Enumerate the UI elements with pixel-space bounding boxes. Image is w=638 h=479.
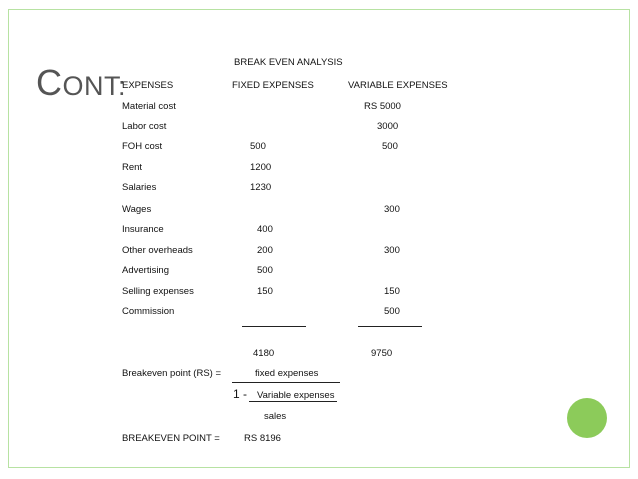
- row-label: Advertising: [122, 265, 169, 276]
- decorative-circle: [567, 398, 607, 438]
- fixed-total: 4180: [253, 348, 275, 359]
- row-fixed: 500: [257, 265, 273, 276]
- result-label: BREAKEVEN POINT =: [122, 433, 220, 444]
- row-fixed: 500: [250, 141, 266, 152]
- formula-numerator: fixed expenses: [255, 368, 319, 379]
- row-fixed: 150: [257, 286, 273, 297]
- formula-sales: sales: [264, 411, 287, 422]
- title-first-letter: C: [36, 62, 63, 103]
- formula-variable-expenses: Variable expenses: [257, 390, 335, 401]
- row-variable: 300: [384, 204, 400, 215]
- formula-label: Breakeven point (RS) =: [122, 368, 222, 379]
- variable-expenses-underline: [249, 401, 337, 402]
- row-variable: 150: [384, 286, 400, 297]
- fixed-total-rule: [242, 326, 306, 327]
- column-header-expenses: EXPENSES: [122, 80, 174, 91]
- row-variable: 500: [384, 306, 400, 317]
- row-variable: 500: [382, 141, 398, 152]
- row-variable: 300: [384, 245, 400, 256]
- formula-one-minus: 1 -: [233, 387, 248, 401]
- variable-total-rule: [358, 326, 422, 327]
- variable-total: 9750: [371, 348, 393, 359]
- row-fixed: 200: [257, 245, 273, 256]
- title-rest: ONT:: [62, 71, 127, 101]
- row-label: Selling expenses: [122, 286, 194, 297]
- row-label: Salaries: [122, 182, 157, 193]
- row-label: FOH cost: [122, 141, 163, 152]
- row-label: Labor cost: [122, 121, 167, 132]
- column-header-fixed: FIXED EXPENSES: [232, 80, 314, 91]
- analysis-heading: BREAK EVEN ANALYSIS: [234, 57, 343, 68]
- row-variable: 3000: [377, 121, 399, 132]
- row-label: Material cost: [122, 101, 176, 112]
- row-fixed: 1230: [250, 182, 272, 193]
- column-header-variable: VARIABLE EXPENSES: [348, 80, 448, 91]
- row-variable: RS 5000: [364, 101, 401, 112]
- row-label: Commission: [122, 306, 175, 317]
- row-label: Other overheads: [122, 245, 193, 256]
- result-value: RS 8196: [244, 433, 281, 444]
- row-label: Insurance: [122, 224, 164, 235]
- slide-title: [36, 62, 126, 104]
- row-label: Wages: [122, 204, 152, 215]
- row-fixed: 1200: [250, 162, 272, 173]
- row-label: Rent: [122, 162, 143, 173]
- fraction-bar: [232, 382, 340, 383]
- row-fixed: 400: [257, 224, 273, 235]
